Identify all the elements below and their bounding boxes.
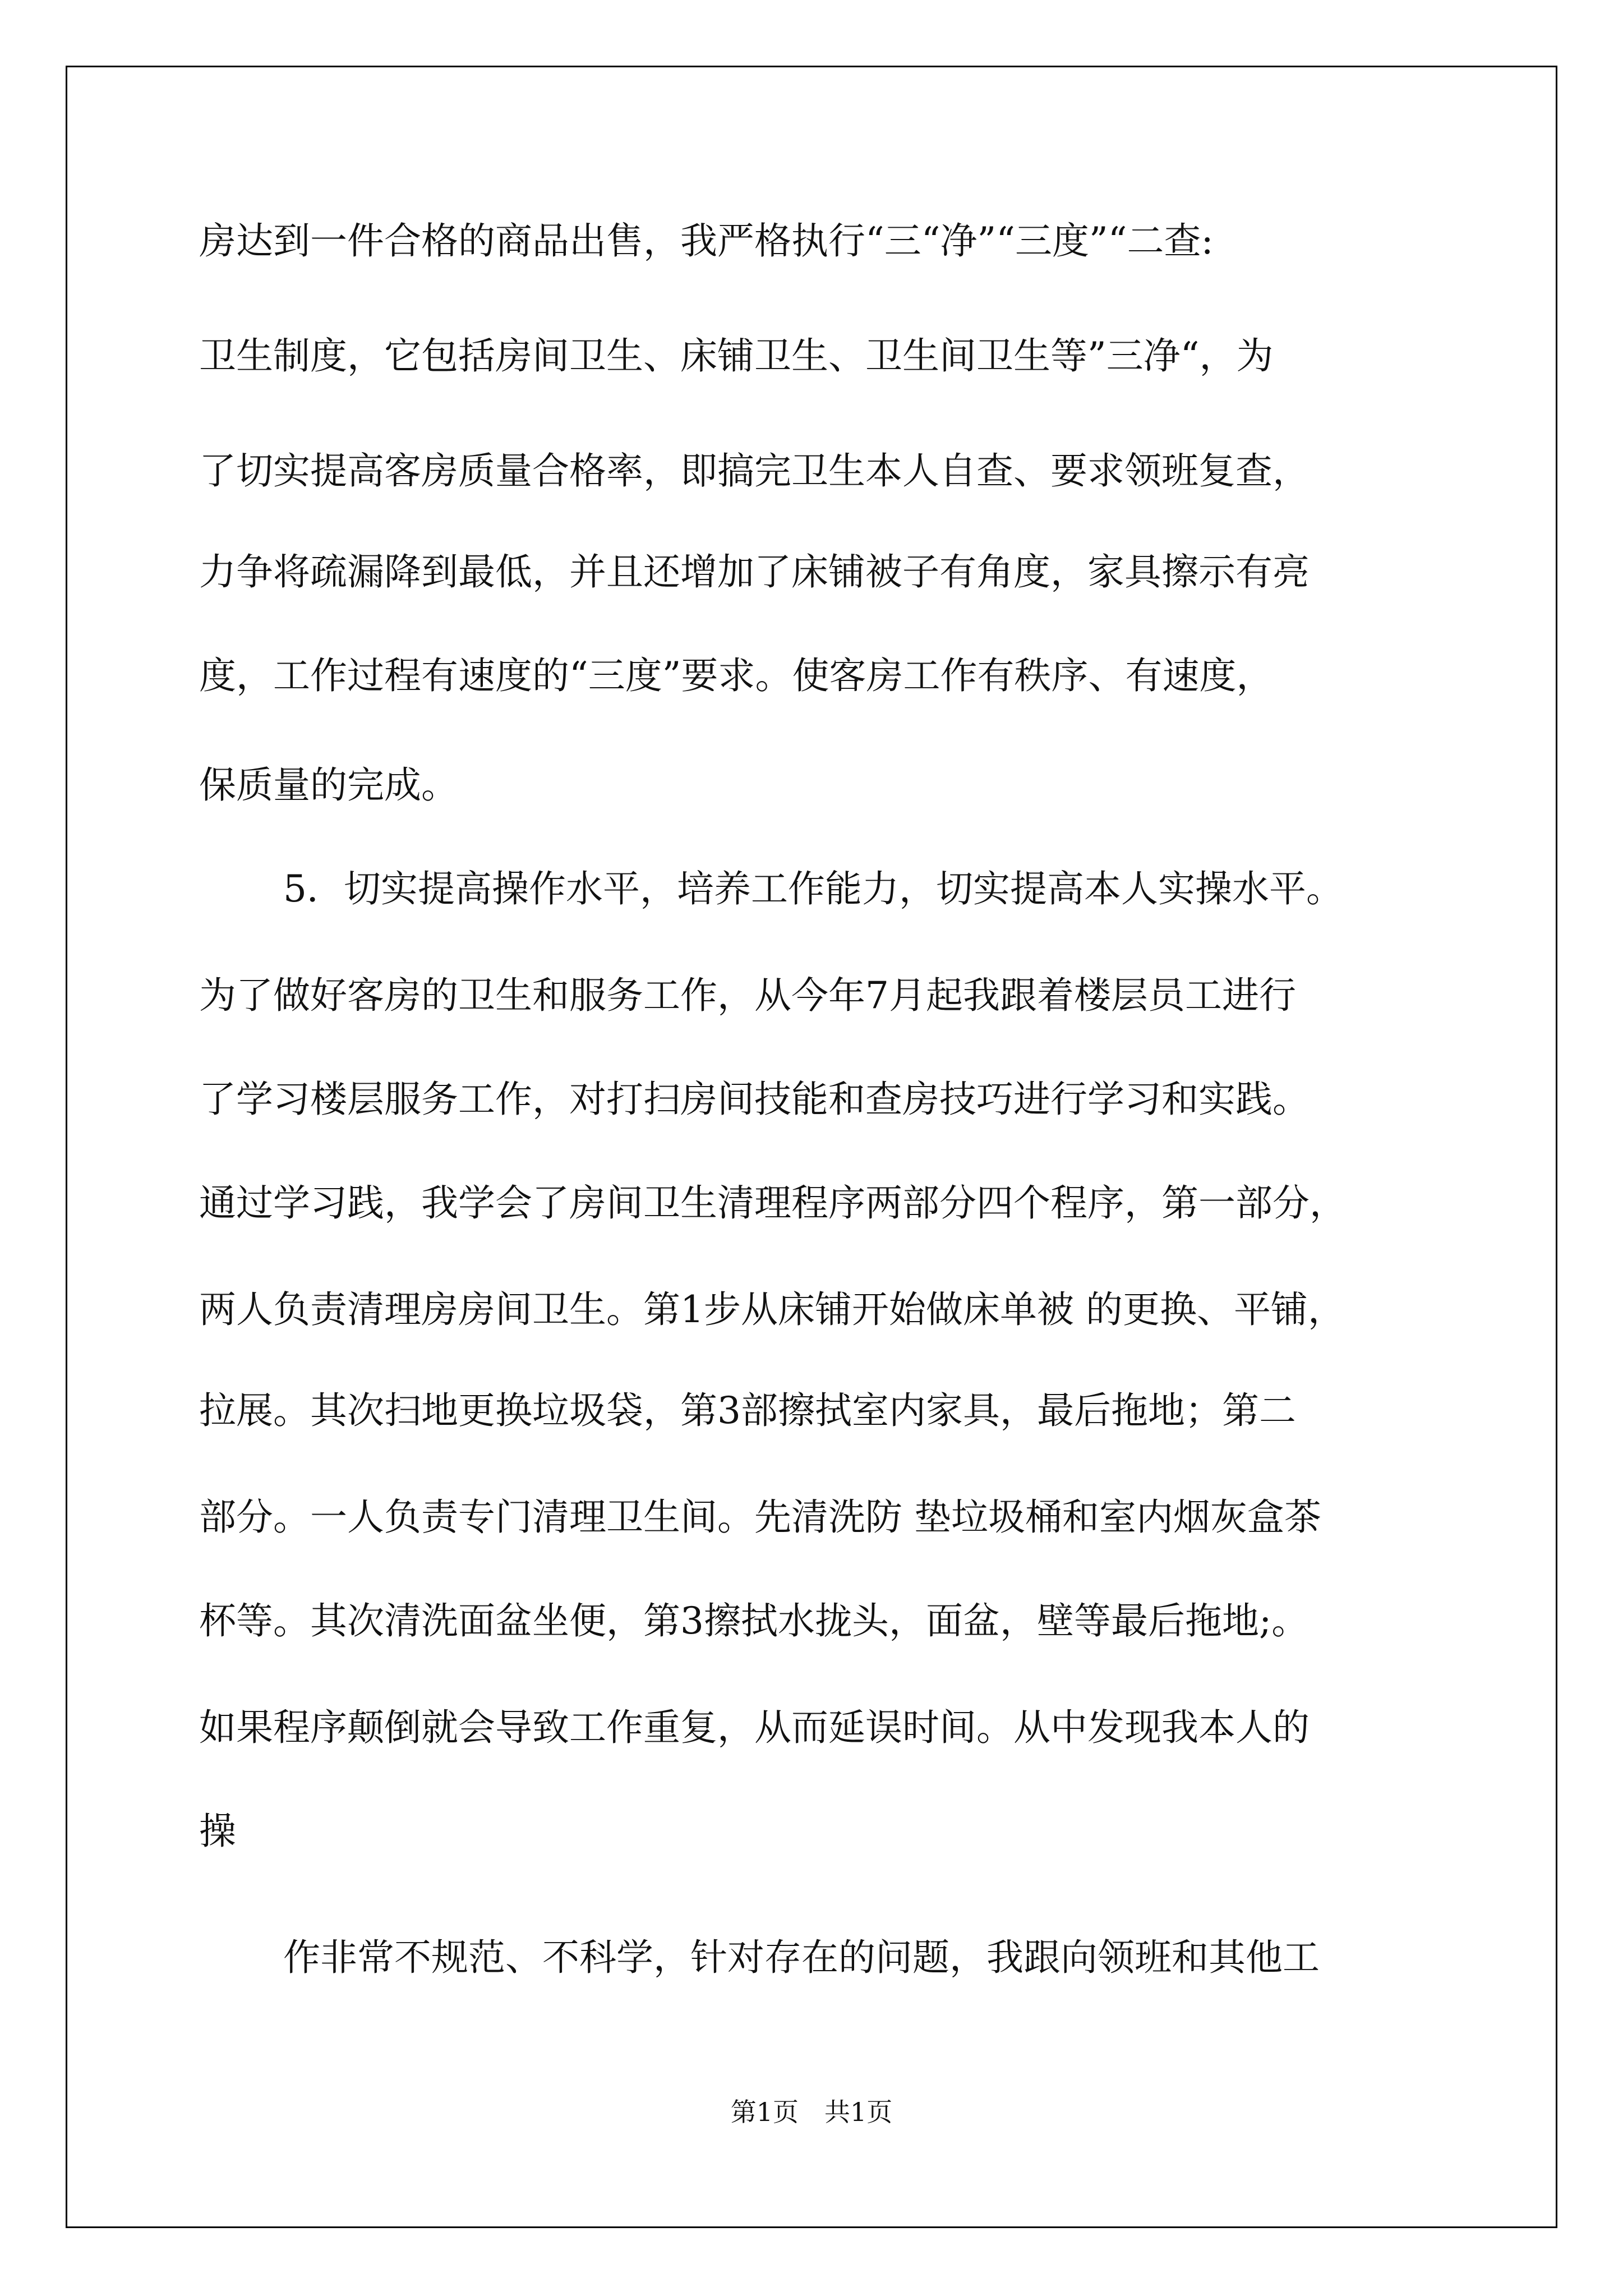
text-line: 为了做好客房的卫生和服务工作，从今年7月起我跟着楼层员工进行 <box>199 974 1296 1017</box>
text-line: 杯等。其次清洗面盆坐便，第3擦拭水拢头，面盆，壁等最后拖地;。 <box>199 1599 1309 1642</box>
text-line: 了学习楼层服务工作，对打扫房间技能和查房技巧进行学习和实践。 <box>199 1078 1310 1121</box>
text-line: 操 <box>199 1810 236 1853</box>
text-line: 度，工作过程有速度的“三度”要求。使客房工作有秩序、有速度， <box>199 654 1274 697</box>
text-line-numbered-item: 5．切实提高操作水平，培养工作能力，切实提高本人实操水平。 <box>283 867 1343 910</box>
page-number-footer: 第1页 共1页 <box>730 2097 893 2127</box>
text-line: 房达到一件合格的商品出售，我严格执行“三“净”“三度”“二查: <box>199 219 1214 263</box>
text-line: 部分。一人负责专门清理卫生间。先清洗防 垫垃圾桶和室内烟灰盒茶 <box>199 1496 1321 1539</box>
text-line: 卫生制度，它包括房间卫生、床铺卫生、卫生间卫生等”三净“，为 <box>199 334 1274 378</box>
text-line: 拉展。其次扫地更换垃圾袋，第3部擦拭室内家具，最后拖地；第二 <box>199 1389 1296 1432</box>
text-line: 保质量的完成。 <box>199 763 458 807</box>
text-line: 两人负责清理房房间卫生。第1步从床铺开始做床单被 的更换、平铺， <box>199 1288 1345 1331</box>
text-line: 如果程序颠倒就会导致工作重复，从而延误时间。从中发现我本人的 <box>199 1706 1310 1749</box>
text-line: 了切实提高客房质量合格率，即搞完卫生本人自查、要求领班复查， <box>199 449 1310 493</box>
text-line: 通过学习践，我学会了房间卫生清理程序两部分四个程序，第一部分， <box>199 1181 1347 1225</box>
page-border <box>66 66 1557 2228</box>
text-line-indented: 作非常不规范、不科学，针对存在的问题，我跟向领班和其他工 <box>283 1936 1320 1979</box>
text-line: 力争将疏漏降到最低，并且还增加了床铺被子有角度，家具擦示有亮 <box>199 550 1310 593</box>
